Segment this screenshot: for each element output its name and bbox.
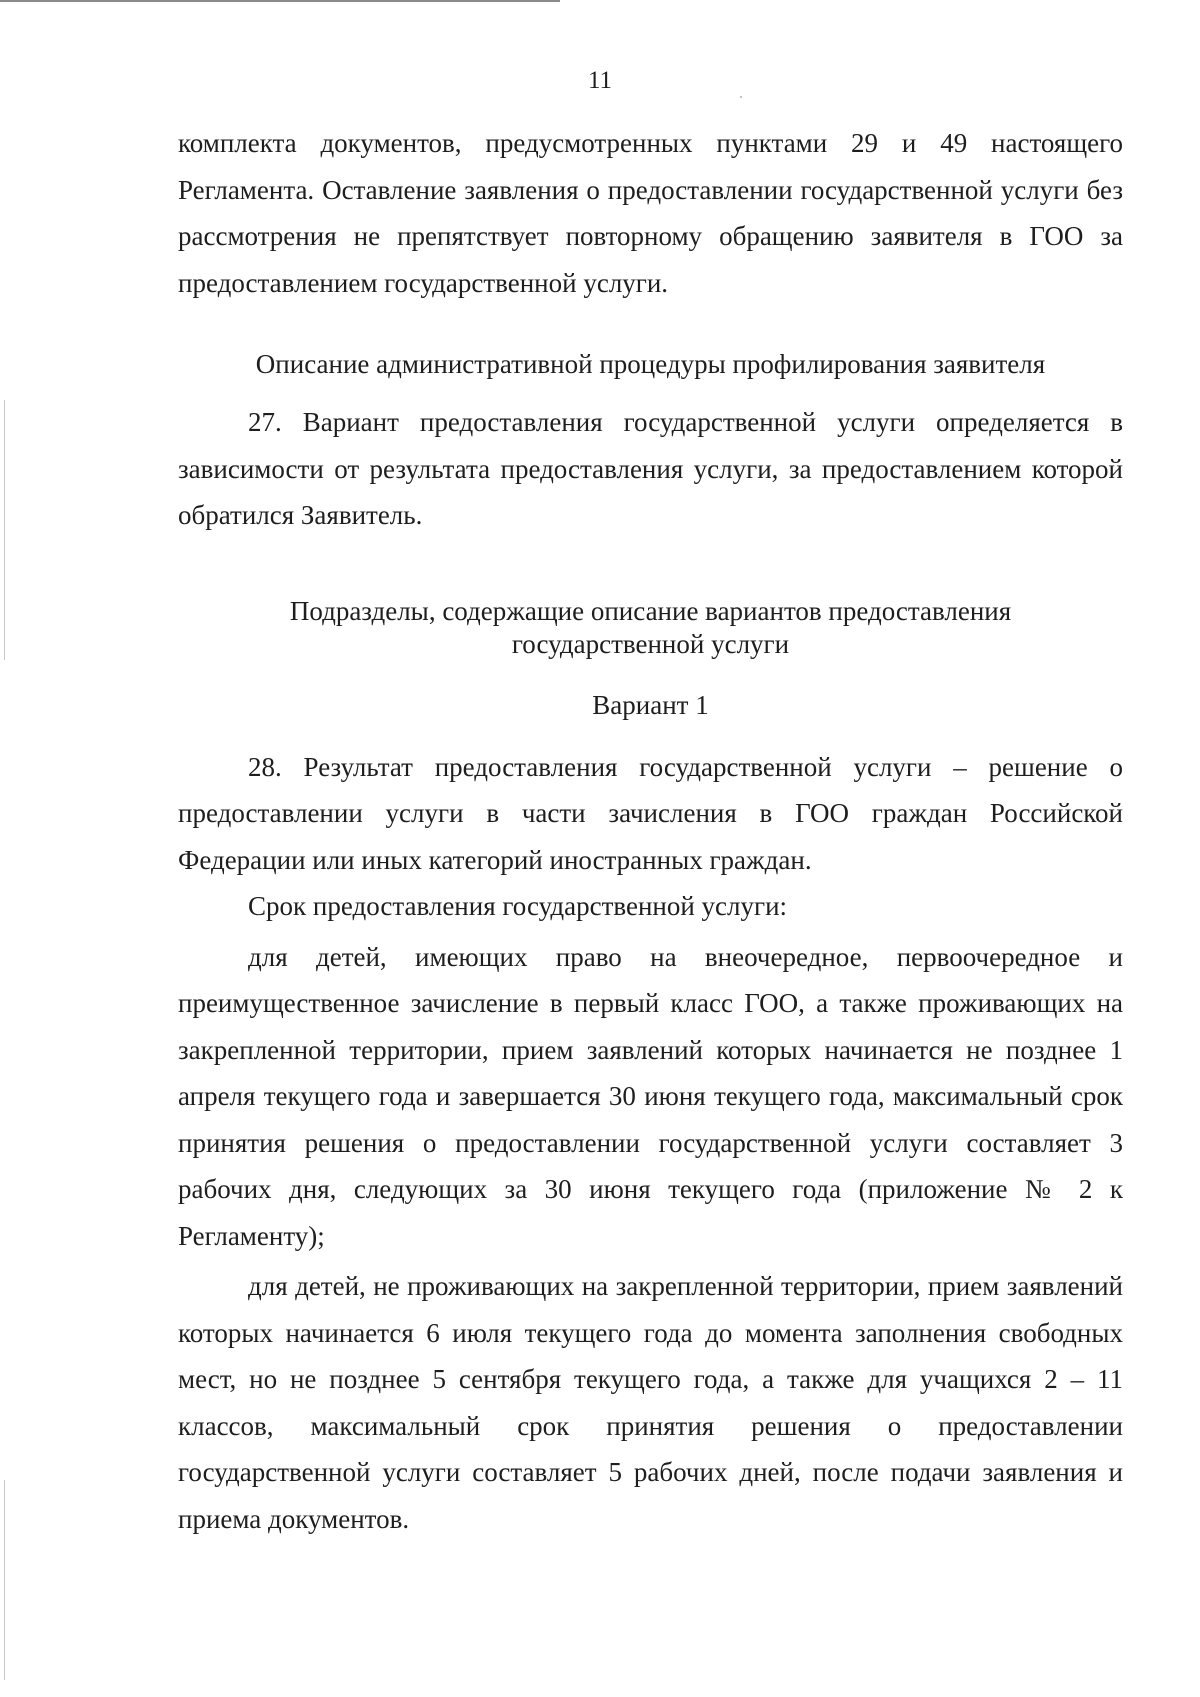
section-heading-subsections-line1: Подразделы, содержащие описание вариантов предоставления: [289, 595, 1012, 626]
paragraph-continuation: комплекта документов, предусмотренных пунктами 29 и 49 настоящего Регламента. Оставление заявления о предоставлении государственной услуги без рассмотрения не препятствует повторному обращению заявителя в ГОО за предоставлением государственной услуги.: [178, 128, 1123, 298]
section-heading-subsections-line2: государственной услуги: [511, 628, 790, 659]
scan-speck: [740, 96, 742, 98]
document-body: [178, 120, 1123, 1542]
scan-margin-mark: [4, 400, 5, 660]
paragraph-term-other: для детей, не проживающих на закрепленной территории, прием заявлений которых начинается 6 июля текущего года до момента заполнения свободных мест, но не позднее 5 сентября текущего года, а также для учащихся 2 – 11 классов, максимальный срок принятия решения о предоставлении государственной услуги составляет 5 рабочих дней, после подачи заявления и приема документов.: [178, 1271, 1123, 1534]
scan-top-edge-line: [0, 0, 560, 2]
page-number: 11: [587, 67, 613, 94]
paragraph-27: 27. Вариант предоставления государственной услуги определяется в зависимости от результата предоставления услуги, за предоставлением которой обратился Заявитель.: [178, 407, 1123, 530]
paragraph-28: 28. Результат предоставления государственной услуги – решение о предоставлении услуги в части зачисления в ГОО граждан Российской Федерации или иных категорий иностранных граждан.: [178, 751, 1123, 875]
variant-heading: Вариант 1: [592, 689, 709, 720]
paragraph-term-first-class: для детей, имеющих право на внеочередное, первоочередное и преимущественное зачисление в первый класс ГОО, а также проживающих на закрепленной территории, прием заявлений которых начинается не позднее 1 апреля текущего года и завершается 30 июня текущего года, максимальный срок принятия решения о предоставлении государственной услуги составляет 3 рабочих дня, следующих за 30 июня текущего года (приложение № 2 к Регламенту);: [178, 941, 1123, 1251]
paragraph-term: Срок предоставления государственной услуги:: [248, 891, 788, 921]
scan-margin-mark: [4, 1480, 5, 1680]
section-heading-subsections: [178, 595, 1123, 661]
section-heading-profiling: Описание административной процедуры профилирования заявителя: [255, 349, 1046, 379]
